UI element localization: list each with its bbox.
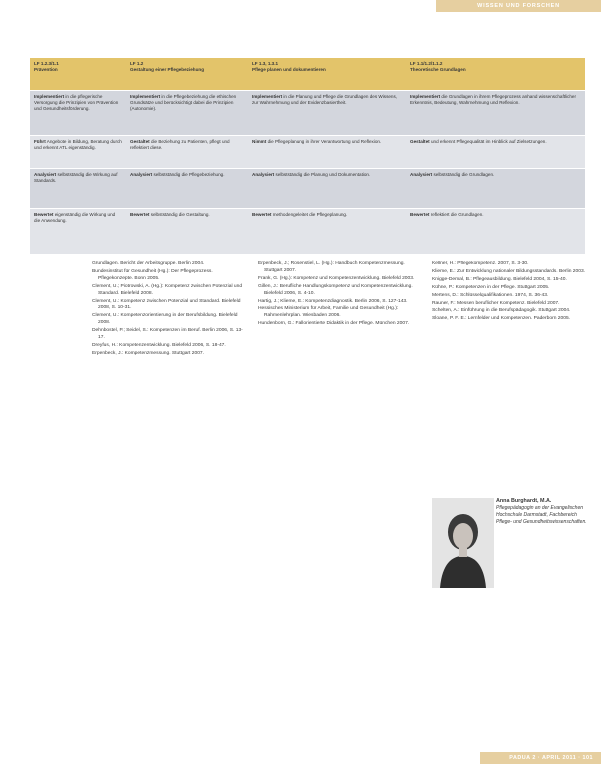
table-row (30, 136, 585, 169)
cell-text: in die pflegerische Versorgung die Prinzipien von Prävention und Gesundheitsförderung. (34, 94, 119, 111)
section-tab: WISSEN UND FORSCHEN (436, 0, 601, 12)
reference-entry: Klieme, E.: Zur Entwicklung nationaler Bildungsstandards. Berlin 2003. (432, 268, 586, 274)
cell-text: selbstständig die Planung und Dokumentation. (275, 172, 371, 177)
table-cell (248, 169, 406, 208)
reference-entry: Clement, U.: Kompetenz zwischen Potenzial und Standard. Bielefeld 2008, S. 10-31. (92, 298, 241, 311)
header-code: LF 1.2 (130, 61, 144, 66)
table-cell (248, 136, 406, 168)
header-title: Theoretische Grundlagen (410, 66, 466, 72)
reference-entry: Dreyfus, H.: Kompetenzentwicklung. Bielefeld 2006, S. 18-47. (92, 342, 226, 348)
reference-entry: Bundesinstitut für Gesundheit (Hg.): Der Pflegeprozess. Pflegekonzepte. Bonn 2005. (92, 268, 213, 281)
references-column-1 (92, 261, 248, 359)
cell-text: die Beziehung zu Patienten, pflegt und reflektiert diese. (130, 139, 230, 150)
reference-entry: Dehnbostel, P.; Seidel, S.: Kompetenzen im Beruf. Berlin 2006, S. 13-17. (92, 328, 243, 341)
table-header-cell (248, 58, 406, 90)
cell-text: und erkennt Pflegequalität im Hinblick auf Zielsetzungen. (430, 139, 547, 144)
cell-lead: Analysiert (410, 172, 433, 177)
competence-table (30, 58, 585, 255)
table-cell (30, 209, 126, 254)
table-cell (126, 169, 248, 208)
author-description: Pflegepädagogin an der Evangelischen Hochschule Darmstadt, Fachbereich Pflege- und Gesundheitswissenschaften. (496, 505, 587, 525)
reference-entry: Mertens, D.: Schlüsselqualifikationen. 1974, S. 36-43. (432, 292, 549, 298)
cell-text: reflektiert die Grundlagen. (430, 212, 484, 217)
cell-text: in die Pflegebeziehung die ethischen Grundsätze und berücksichtigt dabei die Prinzipien (Autonomie). (130, 94, 237, 111)
cell-lead: Bewertet (130, 212, 150, 217)
author-name: Anna Burghardt, M.A. (496, 498, 552, 504)
cell-lead: Gestaltet (410, 139, 430, 144)
reference-entry: Hartig, J.; Klieme, E.: Kompetenzdiagnostik. Berlin 2006, S. 127-143. (258, 298, 408, 304)
table-cell (30, 91, 126, 135)
cell-lead: Bewertet (410, 212, 430, 217)
cell-lead: Implementiert (130, 94, 161, 99)
author-photo (432, 498, 494, 588)
table-header-cell (126, 58, 248, 90)
table-cell (406, 136, 585, 168)
table-cell (406, 209, 585, 254)
reference-entry: Kühne, P.: Kompetenzen in der Pflege. Stuttgart 2005. (432, 284, 550, 290)
reference-entry: Knigge-Demal, B.: Pflegeausbildung. Bielefeld 2004, S. 15-40. (432, 276, 567, 282)
reference-entry: Rauner, F.: Messen beruflicher Kompetenz. Bielefeld 2007. (432, 300, 560, 306)
cell-lead: Analysiert (252, 172, 275, 177)
cell-text: in die Planung und Pflege die Grundlagen des Wissens, zur Wahrnehmung und der Evidenzbasiertheit. (252, 94, 398, 105)
header-title: Prävention (34, 66, 58, 72)
portrait-image (432, 498, 494, 588)
cell-text: methodengeleitet die Pflegeplanung. (272, 212, 348, 217)
cell-lead: Analysiert (130, 172, 153, 177)
cell-text: Angebote in Bildung, Beratung durch und erkennt ATL eigenständig. (34, 139, 122, 150)
table-cell (406, 91, 585, 135)
table-cell (30, 169, 126, 208)
cell-lead: Bewertet (252, 212, 272, 217)
reference-entry: Frank, G. (Hg.): Kompetenz und Kompetenzentwicklung. Bielefeld 2003. (258, 275, 415, 281)
reference-entry: Sloane, P. F. E.: Lernfelder und Kompetenzen. Paderborn 2005. (432, 316, 571, 322)
header-title: Gestaltung einer Pflegebeziehung (130, 66, 205, 72)
cell-lead: Nimmt (252, 139, 267, 144)
cell-lead: Implementiert (410, 94, 441, 99)
reference-entry: Hessisches Ministerium für Arbeit, Familie und Gesundheit (Hg.): Rahmenlehrplan. Wiesbaden 2006. (258, 306, 399, 319)
cell-text: die Grundlagen in ihrem Pflegeprozess anhand wissenschaftlicher Erkenntnis, Bedeutung, Wahrnehmung und Reflexion. (410, 94, 576, 105)
table-cell (248, 209, 406, 254)
cell-lead: Bewertet (34, 212, 54, 217)
table-row (30, 91, 585, 136)
cell-lead: Implementiert (252, 94, 283, 99)
reference-entry: Kellner, H.: Pflegekompetenz. 2007, S. 3-30. (432, 261, 529, 266)
table-row (30, 169, 585, 209)
page-footer: PADUA 2 · APRIL 2011 · 101 (509, 755, 593, 761)
reference-entry: Erpenbeck, J.; Rosenstiel, L. (Hg.): Handbuch Kompetenzmessung. Stuttgart 2007. (258, 261, 405, 273)
reference-entry: Clement, U.: Kompetenzorientierung in der Berufsbildung. Bielefeld 2008. (92, 313, 238, 326)
cell-lead: Führt (34, 139, 46, 144)
header-title: Pflege planen und dokumentieren (252, 66, 326, 72)
header-code: LF 1.3, 1.3.1 (252, 61, 279, 66)
table-cell (126, 209, 248, 254)
table-cell (30, 136, 126, 168)
reference-entry: Clement, U.; Piotrowski, A. (Hg.): Kompetenz zwischen Potenzial und Standard. Bielefeld 2008. (92, 283, 243, 296)
cell-text: selbstständig die Wirkung auf Standards. (34, 172, 118, 183)
table-cell (248, 91, 406, 135)
table-header-row (30, 58, 585, 91)
cell-lead: Gestaltet (130, 139, 150, 144)
header-code: LF 1.2.3/1.1 (34, 61, 59, 66)
cell-lead: Implementiert (34, 94, 65, 99)
cell-text: selbstständig die Gestaltung. (150, 212, 210, 217)
cell-lead: Analysiert (34, 172, 57, 177)
reference-entry: Hundenborn, G.: Fallorientierte Didaktik in der Pflege. München 2007. (258, 321, 410, 327)
cell-text: selbstständig die Pflegebeziehung. (153, 172, 225, 177)
reference-entry: Erpenbeck, J.: Kompetenzmessung. Stuttgart 2007. (92, 350, 205, 356)
table-header-cell (406, 58, 585, 90)
references-column-3 (432, 261, 586, 505)
table-cell (126, 136, 248, 168)
reference-entry: Gillen, J.: Berufliche Handlungskompetenz und Kompetenzentwicklung. Bielefeld 2006, S. 4-10. (258, 283, 413, 296)
table-cell (406, 169, 585, 208)
references-column-2 (258, 261, 424, 329)
reference-entry: Schelten, A.: Einführung in die Berufspädagogik. Stuttgart 2004. (432, 308, 571, 314)
cell-text: selbstständig die Grundlagen. (433, 172, 495, 177)
cell-text: die Pflegeplanung in ihrer Verantwortung und Reflexion. (267, 139, 382, 144)
reference-entry: Grundlagen. Bericht der Arbeitsgruppe. Berlin 2004. (92, 261, 205, 266)
table-row (30, 209, 585, 255)
table-cell (126, 91, 248, 135)
cell-text: eigenständig die Wirkung und die Anwendung. (34, 212, 116, 223)
author-box (496, 498, 588, 526)
header-code: LF 1.1/1.2/1.1.2 (410, 61, 443, 66)
table-header-cell (30, 58, 126, 90)
